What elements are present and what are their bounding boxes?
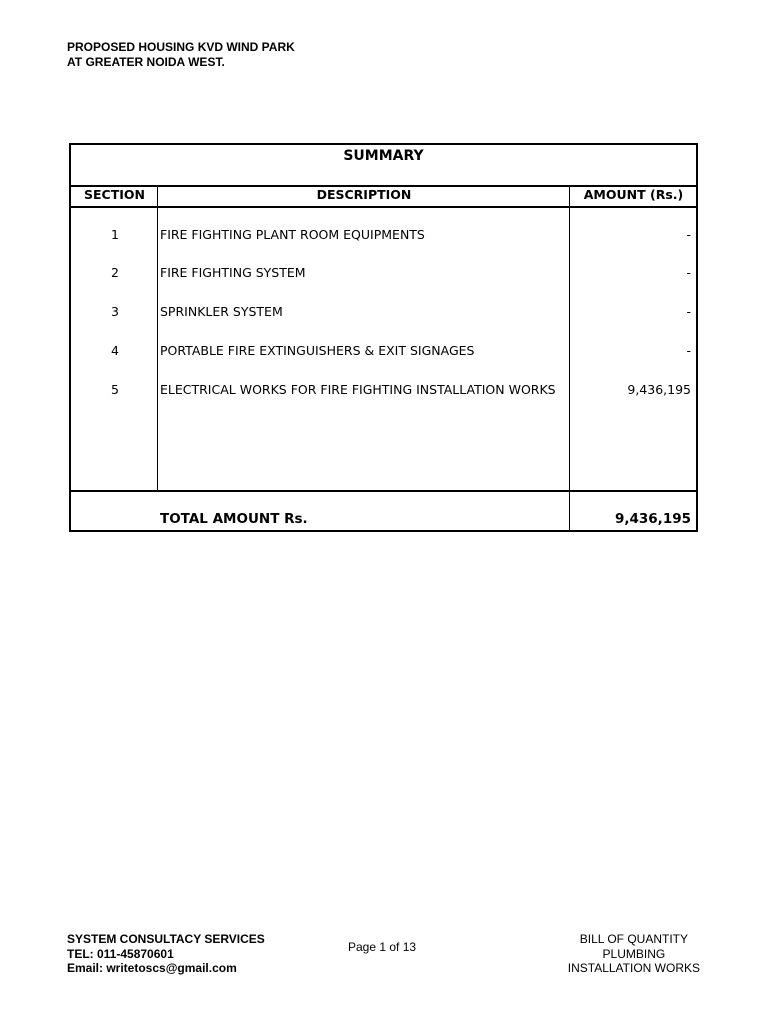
header-bottom-divider <box>71 206 696 208</box>
company-phone: TEL: 011-45870601 <box>67 946 174 961</box>
company-info <box>67 932 265 976</box>
row-section: 1 <box>111 227 119 242</box>
column-header-amount: AMOUNT (Rs.) <box>583 187 684 202</box>
total-value: 9,436,195 <box>614 511 691 527</box>
total-label: TOTAL AMOUNT Rs. <box>160 511 308 527</box>
document-header <box>67 40 295 69</box>
summary-table <box>69 143 698 532</box>
column-header-description: DESCRIPTION <box>316 187 412 202</box>
page-number: Page 1 of 13 <box>348 940 417 954</box>
amount-column-divider <box>569 185 570 530</box>
project-location: AT GREATER NOIDA WEST. <box>67 54 225 69</box>
row-amount: - <box>686 265 691 280</box>
row-amount: - <box>686 304 691 319</box>
document-type <box>568 932 700 976</box>
row-description: ELECTRICAL WORKS FOR FIRE FIGHTING INSTALLATION WORKS <box>160 382 556 397</box>
row-description: FIRE FIGHTING SYSTEM <box>160 265 306 280</box>
company-email: Email: writetoscs@gmail.com <box>67 961 237 975</box>
row-section: 3 <box>111 304 119 319</box>
project-title: PROPOSED HOUSING KVD WIND PARK <box>67 40 295 54</box>
company-name: SYSTEM CONSULTACY SERVICES <box>67 932 265 946</box>
row-section: 4 <box>111 343 119 358</box>
document-type-line: PLUMBING <box>602 946 666 961</box>
row-section: 2 <box>111 265 119 280</box>
row-amount: - <box>686 227 691 242</box>
column-header-section: SECTION <box>84 187 145 202</box>
row-section: 5 <box>111 382 119 397</box>
row-description: FIRE FIGHTING PLANT ROOM EQUIPMENTS <box>160 227 425 242</box>
document-type-line: BILL OF QUANTITY <box>579 932 688 946</box>
total-divider <box>71 490 696 492</box>
row-amount: 9,436,195 <box>627 382 691 397</box>
row-description: PORTABLE FIRE EXTINGUISHERS & EXIT SIGNAGES <box>160 343 475 358</box>
table-title: SUMMARY <box>343 148 424 164</box>
document-type-line: INSTALLATION WORKS <box>567 961 700 975</box>
row-amount: - <box>686 343 691 358</box>
row-description: SPRINKLER SYSTEM <box>160 304 283 319</box>
